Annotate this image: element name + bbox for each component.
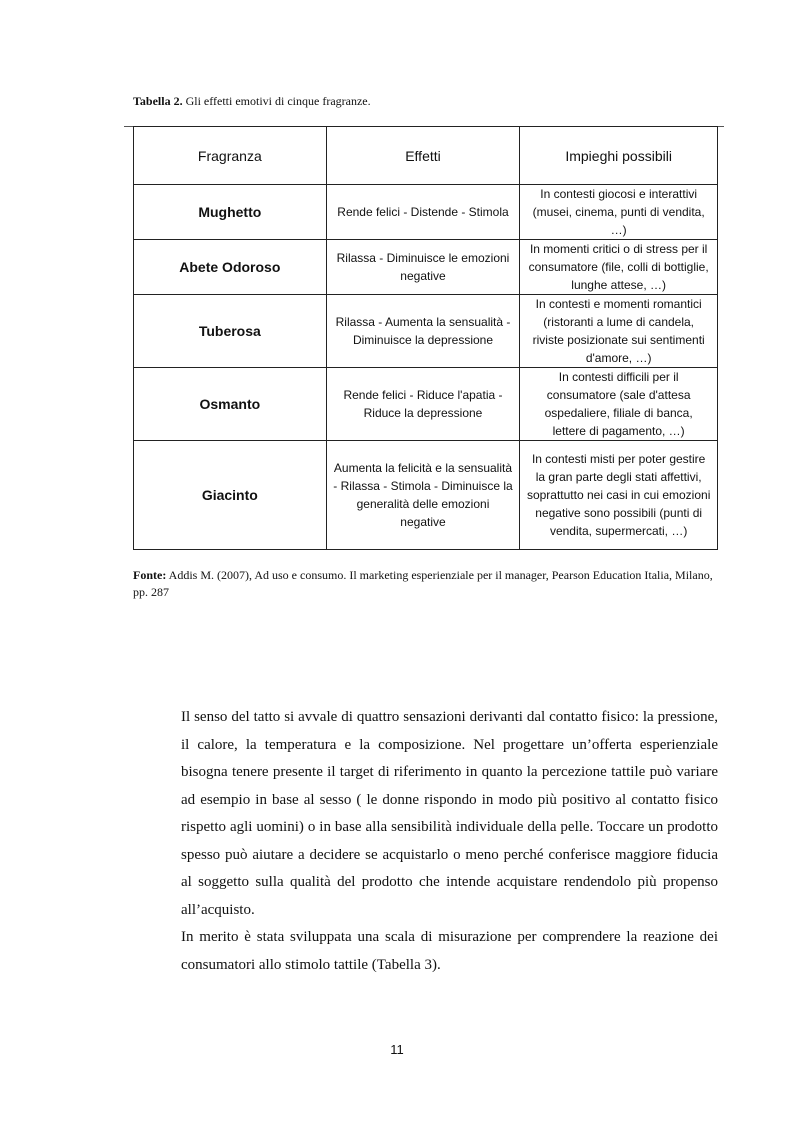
table-caption xyxy=(133,94,371,109)
source-text: Addis M. (2007), Ad uso e consumo. Il marketing esperienziale per il manager, Pearson Education Italia, Milano, pp. 287 xyxy=(133,568,713,599)
column-header-effects: Effetti xyxy=(326,127,520,185)
body-text xyxy=(181,704,718,979)
fragrance-uses: In contesti misti per poter gestire la gran parte degli stati affettivi, soprattutto nei casi in cui emozioni negative sono possibili (punti di vendita, supermercati, …) xyxy=(520,441,718,550)
fragrance-uses: In contesti difficili per il consumatore (sale d'attesa ospedaliere, filiale di banca, lettere di pagamento, …) xyxy=(520,368,718,441)
table-row xyxy=(134,240,718,295)
fragrance-name: Osmanto xyxy=(134,368,327,441)
column-header-fragrance: Fragranza xyxy=(134,127,327,185)
fragrance-table xyxy=(133,126,718,550)
table-header-row xyxy=(134,127,718,185)
fragrance-name: Giacinto xyxy=(134,441,327,550)
column-header-uses: Impieghi possibili xyxy=(520,127,718,185)
table-caption-label: Tabella 2. xyxy=(133,94,183,108)
fragrance-name: Abete Odoroso xyxy=(134,240,327,295)
table-row xyxy=(134,185,718,240)
table-row xyxy=(134,441,718,550)
fragrance-uses: In momenti critici o di stress per il consumatore (file, colli di bottiglie, lunghe attese, …) xyxy=(520,240,718,295)
page-number: 11 xyxy=(390,1042,404,1057)
paragraph: In merito è stata sviluppata una scala di misurazione per comprendere la reazione dei consumatori allo stimolo tattile (Tabella 3). xyxy=(181,929,718,973)
fragrance-effects: Rilassa - Aumenta la sensualità - Diminuisce la depressione xyxy=(326,295,520,368)
fragrance-name: Mughetto xyxy=(134,185,327,240)
fragrance-effects: Rende felici - Riduce l'apatia - Riduce la depressione xyxy=(326,368,520,441)
fragrance-uses: In contesti giocosi e interattivi (musei, cinema, punti di vendita, …) xyxy=(520,185,718,240)
fragrance-effects: Rende felici - Distende - Stimola xyxy=(326,185,520,240)
table-caption-text: Gli effetti emotivi di cinque fragranze. xyxy=(185,94,371,108)
paragraph: Il senso del tatto si avvale di quattro sensazioni derivanti dal contatto fisico: la pressione, il calore, la temperatura e la composizione. Nel progettare un’offerta esperienziale bisogna tenere presente il target di riferimento in quanto la percezione tattile può variare ad esempio in base al sesso ( le donne rispondo in modo più positivo al contatto fisico rispetto agli uomini) o in base alla sensibilità individuale della pelle. Toccare un prodotto spesso può aiutare a decidere se acquistarlo o meno perché conferisce maggiore fiducia al soggetto sulla qualità del prodotto che intende acquistare rendendolo più propenso all’acquisto. xyxy=(181,709,718,918)
fragrance-uses: In contesti e momenti romantici (ristoranti a lume di candela, riviste posizionate sui sentimenti d'amore, …) xyxy=(520,295,718,368)
source-label: Fonte: xyxy=(133,568,167,582)
fragrance-effects: Rilassa - Diminuisce le emozioni negative xyxy=(326,240,520,295)
table-row xyxy=(134,368,718,441)
fragrance-effects: Aumenta la felicità e la sensualità - Rilassa - Stimola - Diminuisce la generalità delle emozioni negative xyxy=(326,441,520,550)
table-row xyxy=(134,295,718,368)
fragrance-name: Tuberosa xyxy=(134,295,327,368)
table-source xyxy=(133,567,723,601)
